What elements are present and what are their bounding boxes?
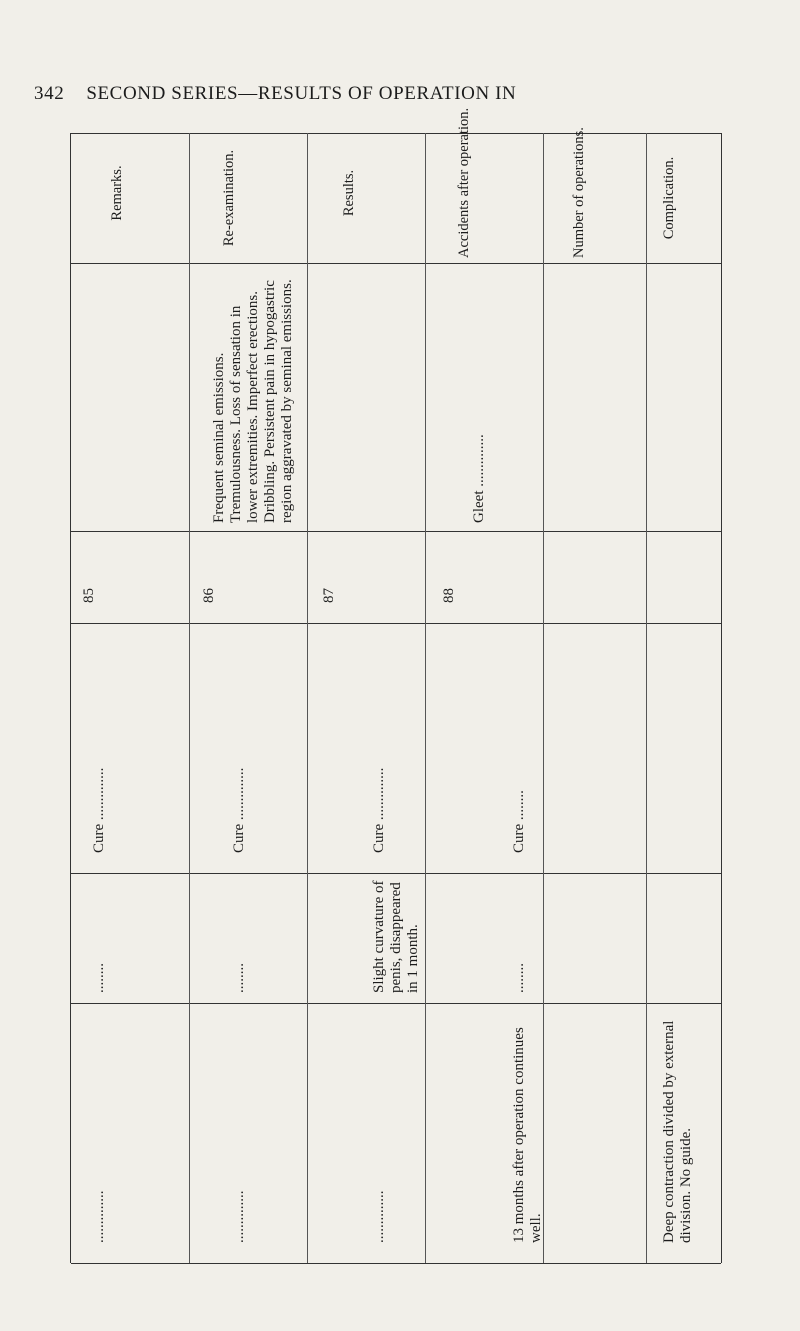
- row-88-case: 88: [441, 588, 457, 603]
- row-88-reexam: 13 months after operation continues well.: [511, 1027, 544, 1243]
- header-accidents: Accidents after operation.: [456, 107, 472, 258]
- header-complication: Complication.: [661, 156, 677, 240]
- header-results: Results.: [341, 169, 357, 217]
- row-88-results: Cure ........: [511, 790, 527, 853]
- rule-header-bottom: [71, 263, 721, 264]
- row-85-results: Cure ..............: [91, 767, 107, 853]
- page-number: 342: [34, 83, 65, 104]
- page-header: [34, 83, 754, 105]
- rule-bottom: [71, 1263, 721, 1264]
- rule-mid1: [71, 531, 721, 532]
- row-85-condition: Frequent seminal emissions. Tremulousness. Loss of sensation in lower extremities. Imperfect erections. Dribbling. Persistent pain in hypogastric region aggravated by seminal emissions.: [211, 279, 295, 523]
- row-86-condition: Gleet ..............: [471, 434, 487, 523]
- header-remarks: Remarks.: [109, 165, 125, 221]
- header-re-examination: Re-examination.: [221, 149, 237, 247]
- page-title: SECOND SERIES—RESULTS OF OPERATION IN: [86, 83, 517, 104]
- row-87-reexam: ..............: [371, 1190, 387, 1243]
- rule-top: [71, 133, 721, 134]
- row-85-accidents: ........: [91, 963, 107, 993]
- row-86-results: Cure ..............: [231, 767, 247, 853]
- row-86-reexam: ..............: [231, 1190, 247, 1243]
- results-table: [70, 107, 722, 1263]
- row-86-case: 86: [201, 588, 217, 603]
- col-rule: [425, 133, 426, 1263]
- rule-mid2: [71, 623, 721, 624]
- rule-mid4: [71, 1003, 721, 1004]
- row-85-reexam: ..............: [91, 1190, 107, 1243]
- row-86-accidents: ........: [231, 963, 247, 993]
- col-rule: [307, 133, 308, 1263]
- row-87-accidents: Slight curvature of penis, disappeared in 1 month.: [371, 880, 421, 993]
- row-88-accidents: ........: [511, 963, 527, 993]
- row-88-remarks: Deep contraction divided by external division. No guide.: [661, 1020, 694, 1243]
- row-85-case: 85: [81, 588, 97, 603]
- header-number-of-operations: Number of operations.: [571, 127, 587, 258]
- row-87-results: Cure ..............: [371, 767, 387, 853]
- col-rule: [646, 133, 647, 1263]
- col-rule: [189, 133, 190, 1263]
- row-87-case: 87: [321, 588, 337, 603]
